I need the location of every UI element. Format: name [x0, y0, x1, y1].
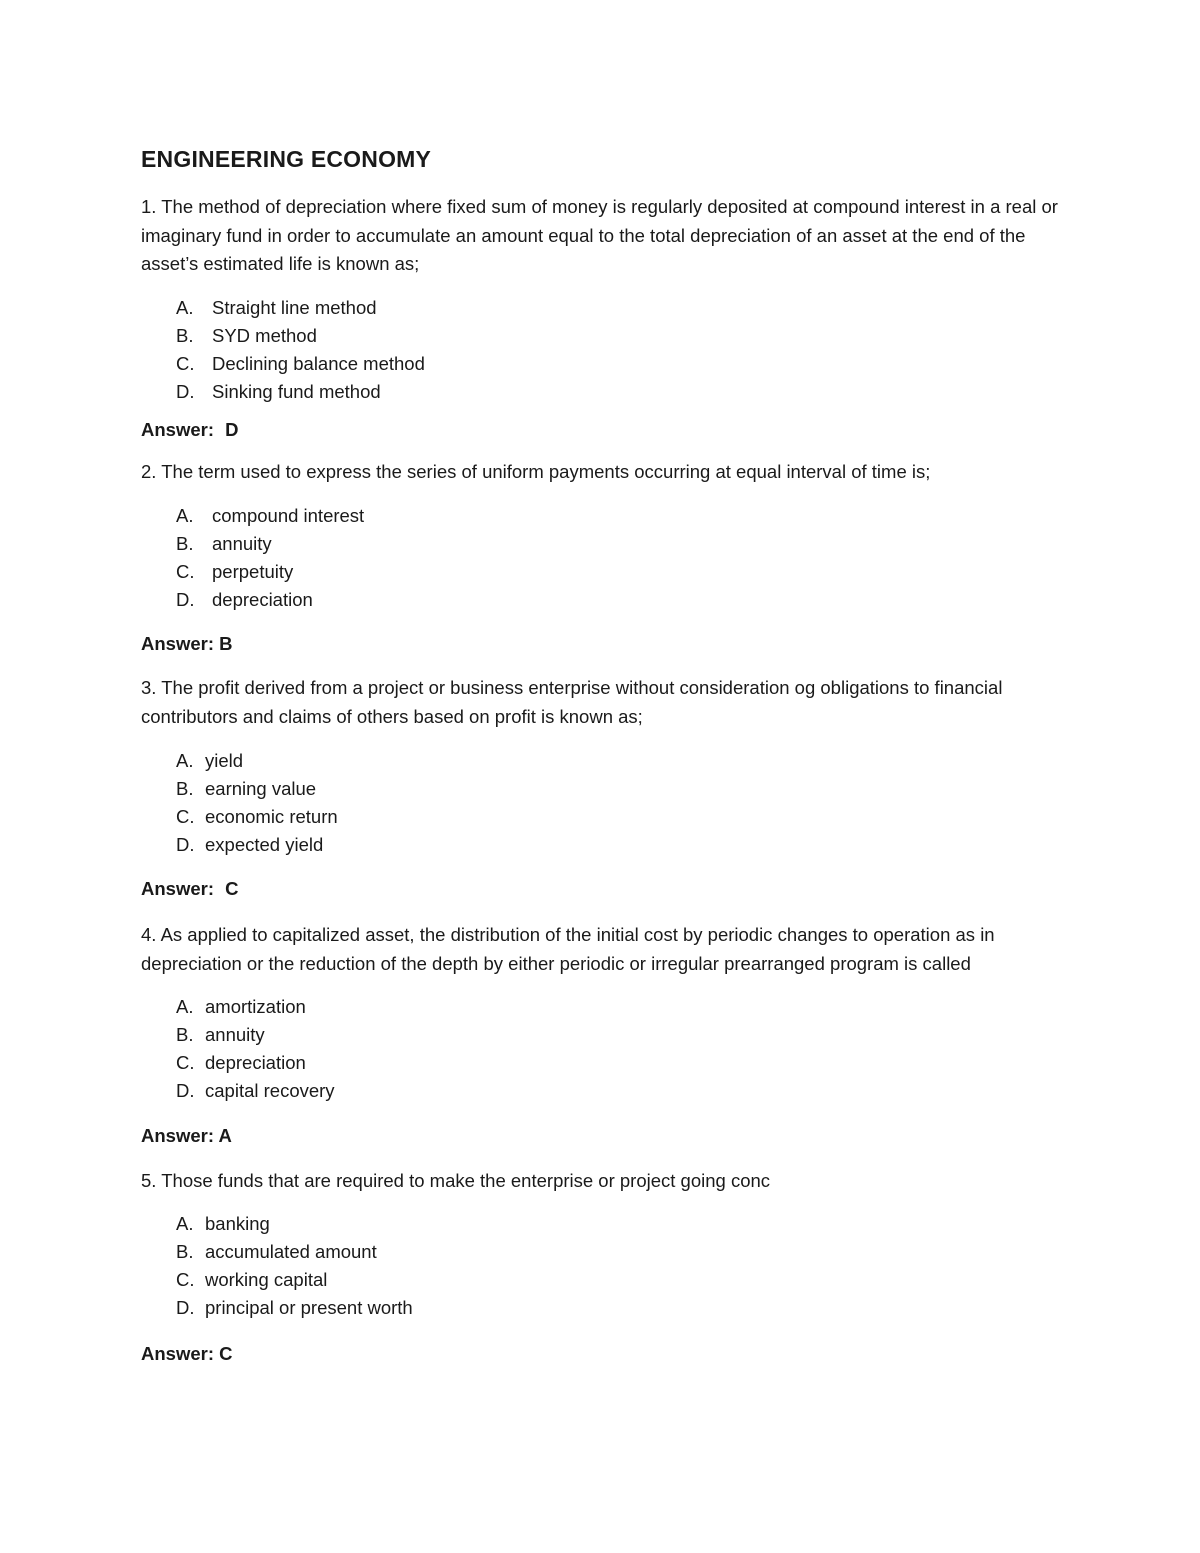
option-text: Straight line method: [212, 297, 377, 318]
answer-label: Answer:: [141, 1343, 214, 1364]
option-d: [176, 831, 338, 859]
question-stem: As applied to capitalized asset, the distribution of the initial cost by periodic changes to operation as in depreciation or the reduction of the depth by either periodic or irregular prearranged program is called: [141, 924, 995, 974]
question-2-options: [176, 502, 364, 614]
option-text: economic return: [205, 806, 338, 827]
option-letter: B.: [176, 325, 194, 346]
option-letter: D.: [176, 834, 195, 855]
option-letter: A.: [176, 505, 194, 526]
question-number: 5.: [141, 1170, 157, 1191]
option-letter: C.: [176, 353, 195, 374]
option-d: [176, 586, 364, 614]
option-letter: D.: [176, 381, 195, 402]
question-number: 2.: [141, 461, 157, 482]
question-stem: Those funds that are required to make the enterprise or project going conc: [161, 1170, 771, 1191]
option-c: [176, 1266, 413, 1294]
option-text: depreciation: [205, 1052, 306, 1073]
question-number: 4.: [141, 924, 157, 945]
option-letter: B.: [176, 1241, 194, 1262]
option-text: depreciation: [212, 589, 313, 610]
option-letter: A.: [176, 1213, 194, 1234]
option-letter: D.: [176, 1297, 195, 1318]
option-c: [176, 350, 425, 378]
option-letter: B.: [176, 778, 194, 799]
option-letter: A.: [176, 297, 194, 318]
answer-label: Answer:: [141, 633, 214, 654]
question-stem: The term used to express the series of uniform payments occurring at equal interval of time is;: [161, 461, 931, 482]
answer-label: Answer:: [141, 1125, 214, 1146]
option-text: amortization: [205, 996, 306, 1017]
option-d: [176, 378, 425, 406]
document-title: ENGINEERING ECONOMY: [141, 146, 432, 172]
option-text: Declining balance method: [212, 353, 425, 374]
option-text: Sinking fund method: [212, 381, 381, 402]
option-letter: D.: [176, 1080, 195, 1101]
question-4-text: [141, 921, 1061, 978]
question-4-answer: [141, 1125, 232, 1147]
option-a: [176, 747, 338, 775]
question-1-options: [176, 294, 425, 406]
option-a: [176, 294, 425, 322]
option-c: [176, 803, 338, 831]
option-text: banking: [205, 1213, 270, 1234]
answer-label: Answer:: [141, 419, 214, 440]
question-stem: The method of depreciation where fixed sum of money is regularly deposited at compound interest in a real or imaginary fund in order to accumulate an amount equal to the total depreciation of an asset at the end of the asset’s estimated life is known as;: [141, 196, 1058, 274]
option-letter: C.: [176, 806, 195, 827]
option-text: perpetuity: [212, 561, 294, 582]
question-3-answer: [141, 878, 239, 900]
option-c: [176, 558, 364, 586]
question-3-options: [176, 747, 338, 859]
question-5-answer: [141, 1343, 233, 1365]
answer-value: D: [225, 419, 239, 440]
question-number: 3.: [141, 677, 157, 698]
answer-label: Answer:: [141, 878, 214, 899]
option-letter: C.: [176, 1052, 195, 1073]
answer-value: C: [225, 878, 239, 899]
question-number: 1.: [141, 196, 157, 217]
option-b: [176, 530, 364, 558]
option-text: annuity: [205, 1024, 265, 1045]
option-a: [176, 1210, 413, 1238]
option-letter: C.: [176, 561, 195, 582]
option-b: [176, 322, 425, 350]
option-letter: C.: [176, 1269, 195, 1290]
option-letter: A.: [176, 996, 194, 1017]
option-letter: B.: [176, 533, 194, 554]
option-d: [176, 1077, 335, 1105]
option-text: compound interest: [212, 505, 365, 526]
question-5-options: [176, 1210, 413, 1322]
option-letter: B.: [176, 1024, 194, 1045]
option-d: [176, 1294, 413, 1322]
question-stem: The profit derived from a project or business enterprise without consideration og obligations to financial contributors and claims of others based on profit is known as;: [141, 677, 1003, 727]
option-text: yield: [205, 750, 244, 771]
question-5-text: [141, 1167, 1061, 1196]
option-text: expected yield: [205, 834, 324, 855]
option-text: earning value: [205, 778, 317, 799]
option-letter: D.: [176, 589, 195, 610]
option-text: accumulated amount: [205, 1241, 377, 1262]
option-text: annuity: [212, 533, 272, 554]
option-text: principal or present worth: [205, 1297, 413, 1318]
question-1-answer: [141, 419, 239, 441]
answer-value: A: [218, 1125, 232, 1146]
option-b: [176, 1238, 413, 1266]
option-b: [176, 775, 338, 803]
question-3-text: [141, 674, 1061, 731]
option-a: [176, 502, 364, 530]
question-2-answer: [141, 633, 233, 655]
option-text: capital recovery: [205, 1080, 335, 1101]
option-b: [176, 1021, 335, 1049]
option-a: [176, 993, 335, 1021]
option-text: working capital: [205, 1269, 328, 1290]
answer-value: B: [219, 633, 233, 654]
option-c: [176, 1049, 335, 1077]
question-1-text: [141, 193, 1061, 279]
question-4-options: [176, 993, 335, 1105]
question-2-text: [141, 458, 1061, 487]
option-text: SYD method: [212, 325, 317, 346]
option-letter: A.: [176, 750, 194, 771]
answer-value: C: [219, 1343, 233, 1364]
